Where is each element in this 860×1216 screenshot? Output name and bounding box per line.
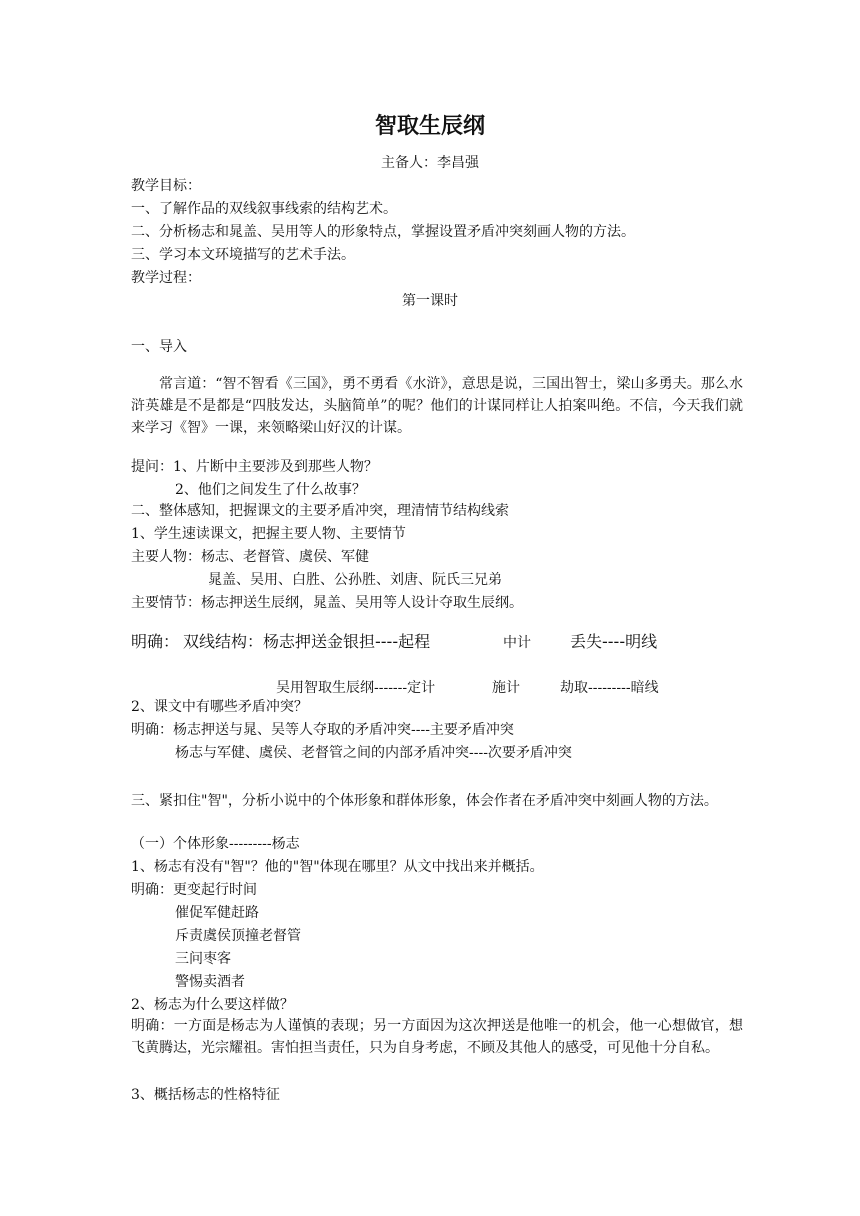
- part2-step2: 2、课文中有哪些矛盾冲突？: [131, 699, 308, 715]
- process-heading: 教学过程：: [131, 270, 201, 286]
- part3-question-1: 1、杨志有没有"智"？他的"智"体现在哪里？从文中找出来并概括。: [131, 859, 544, 875]
- part2-step1: 1、学生速读课文，把握主要人物、主要情节: [131, 526, 406, 542]
- intro-paragraph: 常言道：“智不智看《三国》，勇不勇看《水浒》，意思是说，三国出智士，梁山多勇夫。那么水浒英雄是不是都是“四肢发达，头脑简单”的呢？他们的计谋同样让人拍案叫绝。不信，今天我们就来学习《智》一课，来领略梁山好汉的计谋。: [131, 376, 743, 436]
- part3-question-3: 3、概括杨志的性格特征: [131, 1087, 280, 1103]
- conflict-main: 明确：杨志押送与晁、吴等人夺取的矛盾冲突----主要矛盾冲突: [131, 722, 514, 738]
- part3-answer-label: 明确：更变起行时间: [131, 882, 257, 898]
- answer-item: 警惕卖酒者: [175, 974, 245, 990]
- document-title: 智取生辰纲: [374, 113, 485, 139]
- main-characters-2: 晁盖、吴用、白胜、公孙胜、刘唐、阮氏三兄弟: [208, 572, 502, 588]
- goal-item: 一、了解作品的双线叙事线索的结构艺术。: [131, 201, 397, 217]
- part3-heading: 三、紧扣住"智"，分析小说中的个体形象和群体形象，体会作者在矛盾冲突中刻画人物的方法。: [131, 793, 718, 809]
- structure-line-2a: 吴用智取生辰纲-------定计: [276, 680, 436, 696]
- answer-item: 斥责虞侯顶撞老督管: [175, 928, 301, 944]
- structure-line-1a: 双线结构：杨志押送金银担----起程: [183, 632, 431, 651]
- lesson-label: 第一课时: [402, 293, 458, 309]
- main-plot: 主要情节：杨志押送生辰纲，晁盖、吴用等人设计夺取生辰纲。: [131, 595, 523, 611]
- structure-line-2c: 劫取---------暗线: [560, 680, 659, 696]
- part3-answer-2: 明确：一方面是杨志为人谨慎的表现；另一方面因为这次押送是他唯一的机会，他一心想做官，想飞黄腾达，光宗耀祖。害怕担当责任，只为自身考虑，不顾及其他人的感受，可见他十分自私。: [131, 1018, 743, 1056]
- structure-line-1c: 丢失----明线: [570, 632, 658, 651]
- goals-heading: 教学目标：: [131, 178, 201, 194]
- question-1: 提问：1、片断中主要涉及到那些人物？: [131, 459, 378, 475]
- answer-item: 三问枣客: [175, 951, 231, 967]
- goal-item: 二、分析杨志和晁盖、吴用等人的形象特点，掌握设置矛盾冲突刻画人物的方法。: [131, 224, 635, 240]
- structure-line-1b: 中计: [503, 635, 531, 651]
- conflict-secondary: 杨志与军健、虞侯、老督管之间的内部矛盾冲突----次要矛盾冲突: [175, 745, 572, 761]
- question-2: 2、他们之间发生了什么故事？: [175, 482, 366, 498]
- answer-item: 催促军健赶路: [175, 905, 259, 921]
- goal-item: 三、学习本文环境描写的艺术手法。: [131, 247, 355, 263]
- author-line: 主备人：李昌强: [381, 155, 479, 171]
- intro-heading: 一、导入: [131, 339, 187, 355]
- main-characters-1: 主要人物：杨志、老督管、虞侯、军健: [131, 549, 369, 565]
- part3-subheading: （一）个体形象---------杨志: [131, 836, 300, 852]
- structure-line-2b: 施计: [492, 680, 520, 696]
- structure-clear-label: 明确：: [131, 632, 180, 651]
- part3-question-2: 2、杨志为什么要这样做？: [131, 997, 294, 1013]
- part2-heading: 二、整体感知，把握课文的主要矛盾冲突，理清情节结构线索: [131, 503, 509, 519]
